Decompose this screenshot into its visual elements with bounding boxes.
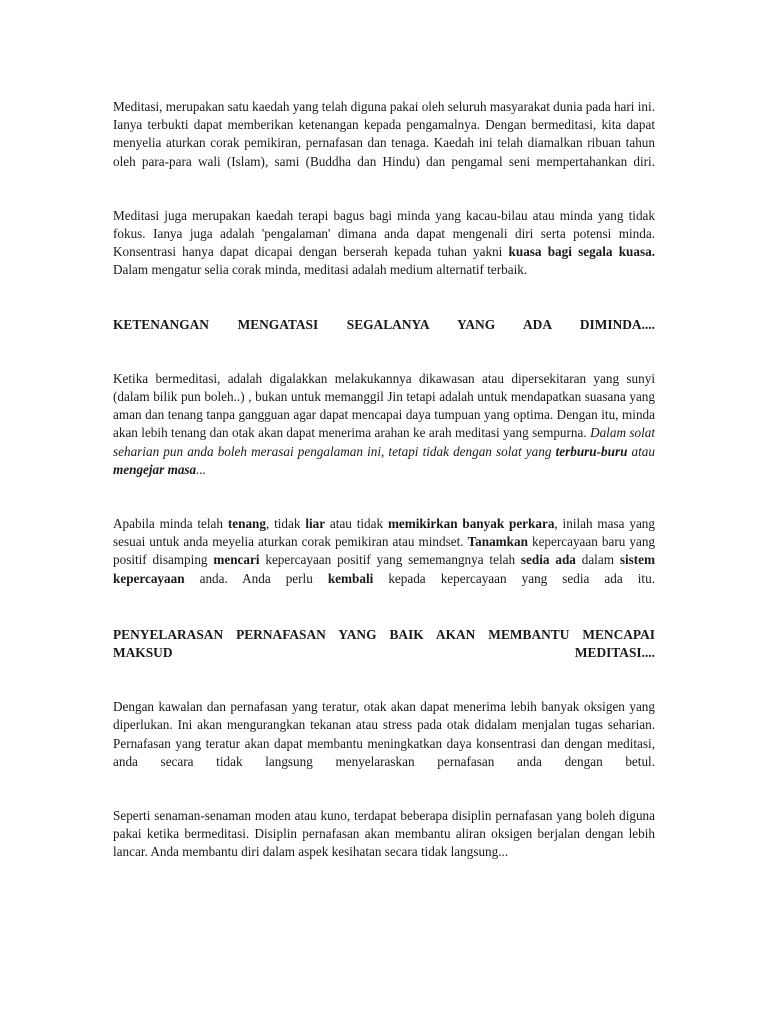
paragraph-apabila-text-7: dalam: [575, 552, 620, 568]
paragraph-apabila-bold-1: tenang: [227, 516, 266, 532]
paragraph-apabila-bold-4: Tanamkan: [467, 534, 528, 550]
paragraph-therapy-text-2: Dalam mengatur selia corak minda, meditasi adalah medium alternatif terbaik.: [113, 262, 528, 278]
paragraph-ketika-bold-1: terburu-buru: [555, 443, 628, 459]
paragraph-apabila: [113, 515, 655, 588]
paragraph-therapy: [113, 207, 655, 280]
document-page: [113, 98, 655, 862]
paragraph-kawalan: Dengan kawalan dan pernafasan yang teratur, otak akan dapat menerima lebih banyak oksigen yang diperlukan. Ini akan mengurangkan tekanan atau stress pada otak didalam menjalan tugas seharian. Pernafasan yang teratur akan dapat membantu meningkatkan daya konsentrasi dan dengan meditasi, anda secara tidak langsung menyelaraskan pernafasan anda dengan betul.: [113, 699, 655, 769]
paragraph-apabila-text-8: anda. Anda perlu: [184, 570, 328, 586]
heading-penyelarasan: PENYELARASAN PERNAFASAN YANG BAIK AKAN MEMBANTU MENCAPAI MAKSUD MEDITASI....: [113, 626, 655, 661]
paragraph-apabila-bold-8: kembali: [327, 570, 374, 586]
paragraph-ketika: [113, 370, 655, 479]
paragraph-apabila-bold-3: memikirkan banyak perkara: [387, 516, 555, 532]
paragraph-apabila-text-1: Apabila minda telah: [113, 516, 228, 532]
paragraph-senaman: Seperti senaman-senaman moden atau kuno, terdapat beberapa disiplin pernafasan yang boleh diguna pakai ketika bermeditasi. Disiplin pernafasan akan membantu aliran oksigen berjalan dengan lebih lancar. Anda membantu diri dalam aspek kesihatan secara tidak langsung...: [113, 808, 655, 860]
paragraph-apabila-text-9: kepada kepercayaan yang sedia ada itu.: [373, 570, 655, 586]
paragraph-apabila-text-2: , tidak: [265, 516, 306, 532]
paragraph-therapy-bold-1: kuasa bagi segala kuasa.: [508, 244, 655, 260]
paragraph-apabila-text-5: kepercayaan baru yang positif disamping: [113, 534, 656, 568]
paragraph-apabila-text-6: kepercayaan positif yang sememangnya telah: [259, 552, 521, 568]
heading-ketenangan: KETENANGAN MENGATASI SEGALANYA YANG ADA DIMINDA....: [113, 316, 655, 332]
paragraph-apabila-text-3: atau tidak: [325, 516, 388, 532]
paragraph-therapy-text-1: Meditasi juga merupakan kaedah terapi bagus bagi minda yang kacau-bilau atau minda yang tidak fokus. Ianya juga adalah 'pengalaman' dimana anda dapat mengenali diri serta potensi minda. Konsentrasi hanya dapat dicapai dengan berserah kepada tuhan yakni: [113, 207, 655, 260]
paragraph-ketika-italic-1: Dalam solat seharian pun anda boleh merasai pengalaman ini, tetapi tidak dengan solat yang: [113, 425, 656, 459]
paragraph-ketika-bold-2: mengejar masa: [113, 461, 197, 477]
paragraph-intro: Meditasi, merupakan satu kaedah yang telah diguna pakai oleh seluruh masyarakat dunia pada hari ini. Ianya terbukti dapat memberikan ketenangan kepada pengamalnya. Dengan bermeditasi, kita dapat menyelia aturkan corak pemikiran, pernafasan dan tenaga. Kaedah ini telah diamalkan ribuan tahun oleh para-para wali (Islam), sami (Buddha dan Hindu) dan pengamal seni mempertahankan diri.: [113, 99, 655, 169]
paragraph-ketika-italic-3: ...: [196, 461, 207, 477]
paragraph-ketika-bold-italic-2: [113, 462, 196, 477]
paragraph-apabila-bold-5: mencari: [213, 552, 260, 568]
paragraph-ketika-italic-2: atau: [627, 443, 655, 459]
paragraph-apabila-text-4: , inilah masa yang sesuai untuk anda meyelia aturkan corak pemikiran atau mindset.: [113, 516, 655, 550]
paragraph-apabila-bold-7: sistem kepercayaan: [113, 552, 655, 586]
paragraph-ketika-bold-italic-1: [556, 444, 628, 459]
paragraph-ketika-text-1: Ketika bermeditasi, adalah digalakkan melakukannya dikawasan atau dipersekitaran yang sunyi (dalam bilik pun boleh..) , bukan untuk memanggil Jin tetapi adalah untuk mendapatkan suasana yang aman dan tenang tanpa gangguan agar dapat mencapai daya tumpuan yang optima. Dengan itu, minda akan lebih tenang dan otak akan dapat menerima arahan ke arah meditasi yang sempurna.: [113, 370, 655, 441]
paragraph-apabila-bold-6: sedia ada: [520, 552, 576, 568]
paragraph-apabila-bold-2: liar: [305, 516, 326, 532]
